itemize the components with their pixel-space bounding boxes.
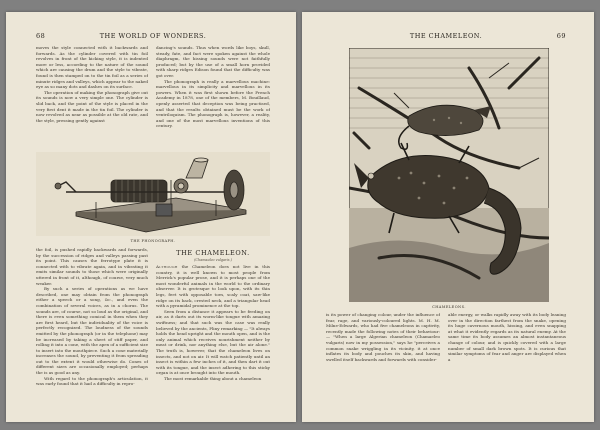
left-page	[6, 12, 296, 422]
paragraph: The most remarkable thing about a chameleon	[164, 375, 262, 381]
section-heading: THE CHAMELEON.	[176, 249, 250, 257]
right-running-title: THE CHAMELEON.	[409, 32, 483, 40]
paragraph: The phonograph is really a marvellous machine: marvellous in its simplicity and marvellous in its powers. When it was first shown before the French Academy in 1878, one of the members, M. Bouillaud, openly asserted that deception was being practised, and that the results obtained must be the work of ventriloquism. The phonograph is, however, a reality, and one of the most marvellous inventions of this century.	[156, 78, 270, 129]
paragraph: Although the Chameleon does not live in this country, it is well known to most people from Merrick's popular prose, and it is perhaps one of the most wonderful animals in the world to the ordinary observer. It is grotesque to look upon, with its thin legs, feet with opposable toes, scaly coat, saw-like ridge on its back, crested neck, and a triangular head with a pyramidal prominence at the top.	[156, 264, 270, 309]
phonograph-engraving	[36, 152, 270, 236]
left-column-2	[156, 45, 270, 150]
paragraph: With regard to the phonograph's articulation, it was early found that it had a difficulty in repro-	[36, 375, 148, 387]
left-page-number: 68	[36, 32, 46, 40]
paragraph: By such a series of operations as we have described, one may obtain from the phonograph either a speech or a song, &c., and even the combination of several voices, as in a chorus. The sounds are, of course, not so loud as the original, and there is even something comical in them when they are first heard, but the individuality of the voice is perfectly recognized. The loudness of the sounds emitted by the phonograph (or in the telephone) may be increased by taking a sheet of stiff paper, and rolling it into a cone, with the apex of a sufficient size to insert into the mouthpiece. Such a cone materially increases the sound, by preventing it from spreading out to the extent it would otherwise do. Cones of different sizes are occasionally employed; perhaps the is as good as any.	[36, 286, 148, 376]
right-page	[302, 12, 594, 422]
right-running-head	[326, 32, 566, 42]
paragraph: the foil, is pushed rapidly backwards and forwards, by the succession of ridges and valleys passing past its point. This causes the ferrotype plate it is connected with to vibrate again, and in vibrating it emits similar sounds to those which were originally uttered in front of it, although, of course, very much weaker.	[36, 247, 148, 286]
right-column-1	[326, 312, 440, 412]
paragraph: able energy, or walks rapidly away with its body leaning over in the direction farthest from the snake, opening its huge cavernous mouth, hissing, and even snapping at what it evidently regards as its natural enemy. At the same time its body assumes an almost instantaneous change of colour, and is quickly covered with a large number of small dark brown spots. It is curious that similar symptoms of fear and anger are displayed when a	[448, 312, 566, 362]
left-running-title: THE WORLD OF WONDERS.	[99, 32, 207, 40]
paragraph: Seen from a distance it appears to be feeding on air, as it darts out its worm-like tongue with amazing swiftness; and that such was the case was really believed by the ancients, Pliny remarking — "It always holds the head upright and the mouth open, and is the only animal which receives nourishment neither by meat or drink, nor anything else, but the air alone." The truth is, however, that the chameleon lives on insects, and not on air. It will watch patiently until an insect is within a few inches of it, and then dart it out with its tongue, and the insect adhering to this sticky organ is at once brought into the mouth.	[156, 308, 270, 376]
left-column-1	[36, 45, 148, 150]
paragraph: moves the style connected with it backwards and forwards. As the cylinder covered with tin foil revolves in front of the kicking style, it is indented more or less, according to the nature of the sound which are causing the drum and the style to vibrate, found is then stamped on to the tin foil as a series of minute ridges and valleys, which appear to the naked eye as so many dots and dashes on its surface.	[36, 45, 148, 90]
section-subheading: (Chamaeleo vulgaris.)	[194, 258, 232, 262]
left-running-head	[36, 32, 270, 42]
chameleon-engraving	[349, 48, 549, 302]
paragraph: is its power of changing colour, under the influence of fear, rage, and variously-coloured lights. M. H. M. Milne-Edwards, who had five chameleons in captivity, recently made the following notes of their behaviour:— "When a large Algerian chameleon (Chamaeleo vulgaris) now in my possession," says he "perceives a common snake wriggling in its vicinity, it at once inflates its body and pouches its skin, and having swelled itself backwards and forwards with consider-	[326, 312, 440, 362]
paragraph: The operation of making the phonograph give out its sounds is now a very simple one. The cylinder is slid back, and the point of the style is placed in the very first dent it made in the tin foil. The cylinder is now revolved as near as possible at the old rate, and the style, pressing gently against	[36, 89, 148, 123]
left-column-4	[156, 264, 270, 414]
left-column-3	[36, 247, 148, 417]
figure-caption-chameleons: CHAMELEONS.	[432, 305, 466, 309]
right-page-number: 69	[556, 32, 566, 40]
lead-word: Although	[156, 264, 178, 269]
figure-caption-phonograph: THE PHONOGRAPH.	[130, 239, 176, 243]
paragraph: dancing's sounds. Thus when words like boys, skull, steady, fate, and fact were spoken against the whole diaphragm, the hissing sounds were not faithfully produced; but by the use of a small horn provided with sharp ridges Edison found that the difficulty was got over.	[156, 45, 270, 78]
right-column-2	[448, 312, 566, 412]
